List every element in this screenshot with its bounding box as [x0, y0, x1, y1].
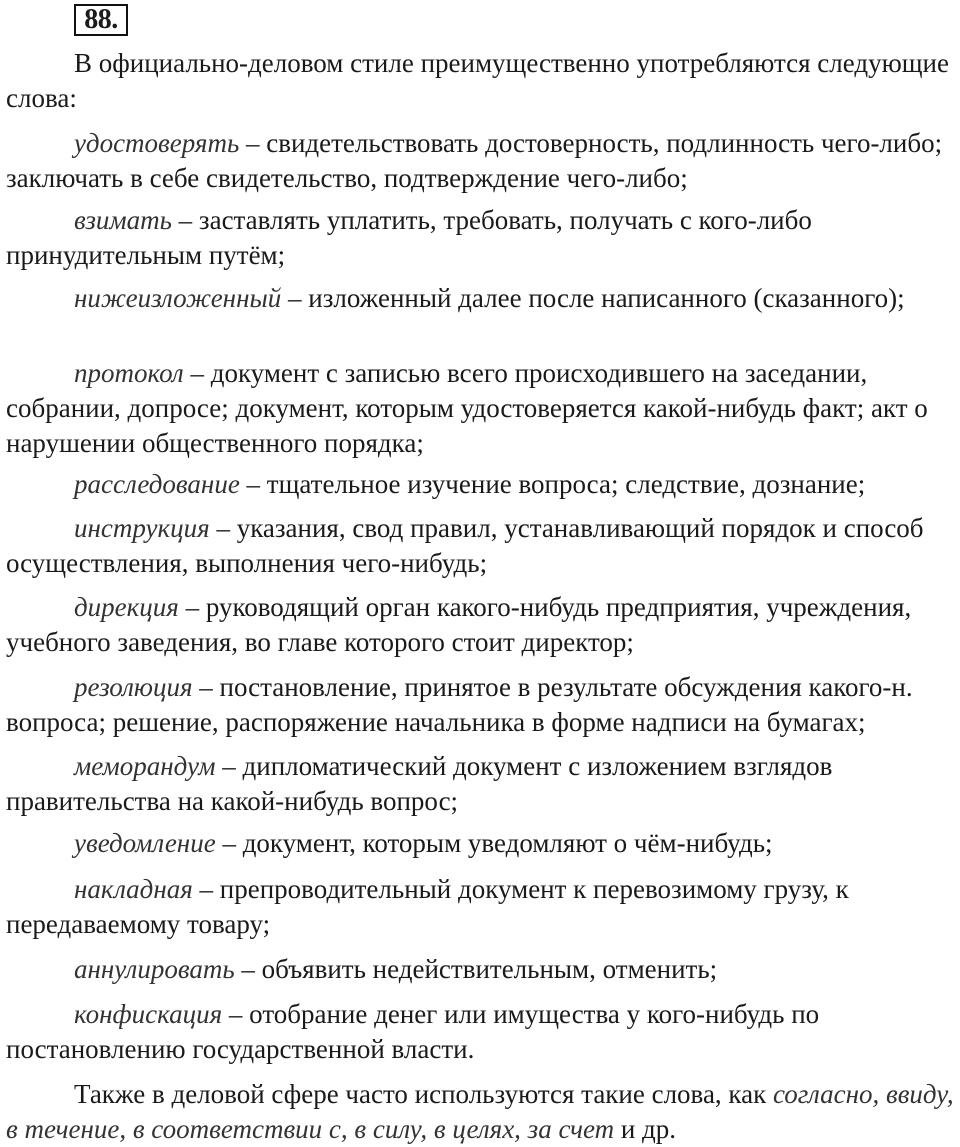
- entry-term: удостоверять: [74, 128, 240, 158]
- entry-definition: отобрание денег или имущества у кого-нибудь по постановлению государственной власти.: [6, 999, 820, 1064]
- entry-term: расследование: [74, 469, 240, 499]
- entry-dash: –: [288, 283, 302, 313]
- entry-dash: –: [246, 469, 261, 499]
- entry-definition: объявить недействительным, отменить;: [261, 954, 718, 984]
- entry-annulirovat: [6, 952, 956, 987]
- entry-term: накладная: [74, 874, 193, 904]
- entry-definition: руководящий орган какого-нибудь предприятия, учреждения, учебного заведения, во главе которого стоит директор;: [6, 592, 912, 657]
- entry-dash: –: [222, 828, 236, 858]
- entry-dash: –: [245, 128, 260, 158]
- entry-rassledovanie: [6, 467, 956, 502]
- entry-dash: –: [178, 205, 193, 235]
- entry-vzimat: [6, 203, 956, 273]
- entry-direktsiya: [6, 590, 956, 660]
- entry-definition: свидетельствовать достоверность, подлинность чего-либо; заключать в себе свидетельство, подтверждение чего-либо;: [6, 128, 943, 193]
- entry-dash: –: [190, 358, 204, 388]
- entry-nizheizlozhenny: [6, 281, 956, 316]
- closing-paragraph: [6, 1077, 956, 1147]
- entry-term: уведомление: [74, 828, 216, 858]
- closing-words: согласно, ввиду, в течение, в соответствии с, в силу, в целях, за счет: [6, 1079, 954, 1144]
- entry-dash: –: [199, 672, 213, 702]
- entry-definition: документ с записью всего происходившего на заседании, собрании, допросе; документ, которым удостоверяется какой-нибудь факт; акт о нарушении общественного порядка;: [6, 358, 928, 458]
- entry-dash: –: [216, 513, 230, 543]
- entry-definition: тщательное изучение вопроса; следствие, дознание;: [266, 469, 866, 499]
- entry-definition: постановление, принятое в результате обсуждения какого-н. вопроса; решение, распоряжение начальника в форме надписи на бумагах;: [6, 672, 913, 737]
- entry-uvedomlenie: [6, 826, 956, 861]
- entry-konfiskatsiya: [6, 997, 956, 1067]
- entry-term: меморандум: [74, 751, 216, 781]
- entry-definition: дипломатический документ с изложением взглядов правительства на какой-нибудь вопрос;: [6, 751, 833, 816]
- entry-memorandum: [6, 749, 956, 819]
- entry-protokol: [6, 356, 956, 461]
- entry-term: протокол: [74, 358, 184, 388]
- entry-definition: заставлять уплатить, требовать, получать с кого-либо принудительным путём;: [6, 205, 812, 270]
- entry-udostoveryat: [6, 126, 956, 196]
- closing-tail: и др.: [620, 1114, 677, 1144]
- entry-term: взимать: [74, 205, 172, 235]
- exercise-number: 88.: [74, 4, 128, 36]
- entry-term: резолюция: [74, 672, 193, 702]
- entry-definition: изложенный далее после написанного (сказанного);: [308, 283, 905, 313]
- entry-definition: препроводительный документ к перевозимому грузу, к передаваемому товару;: [6, 874, 849, 939]
- entry-dash: –: [222, 751, 236, 781]
- entry-term: инструкция: [74, 513, 210, 543]
- entry-definition: указания, свод правил, устанавливающий порядок и способ осуществления, выполнения чего-нибудь;: [6, 513, 924, 578]
- entry-rezolyutsiya: [6, 670, 956, 740]
- entry-dash: –: [185, 592, 200, 622]
- entry-term: дирекция: [74, 592, 179, 622]
- entry-dash: –: [241, 954, 255, 984]
- entry-term: аннулировать: [74, 954, 235, 984]
- intro-paragraph: В официально-деловом стиле преимущественно употребляются следующие слова:: [6, 48, 949, 113]
- entry-nakladnaya: [6, 872, 956, 942]
- entry-dash: –: [199, 874, 214, 904]
- entry-dash: –: [228, 999, 243, 1029]
- entry-term: нижеизложенный: [74, 283, 282, 313]
- entry-instruktsiya: [6, 511, 956, 581]
- entry-term: конфискация: [74, 999, 223, 1029]
- entry-definition: документ, которым уведомляют о чём-нибудь;: [242, 828, 773, 858]
- closing-lead: Также в деловой сфере часто используются такие слова, как: [74, 1079, 767, 1109]
